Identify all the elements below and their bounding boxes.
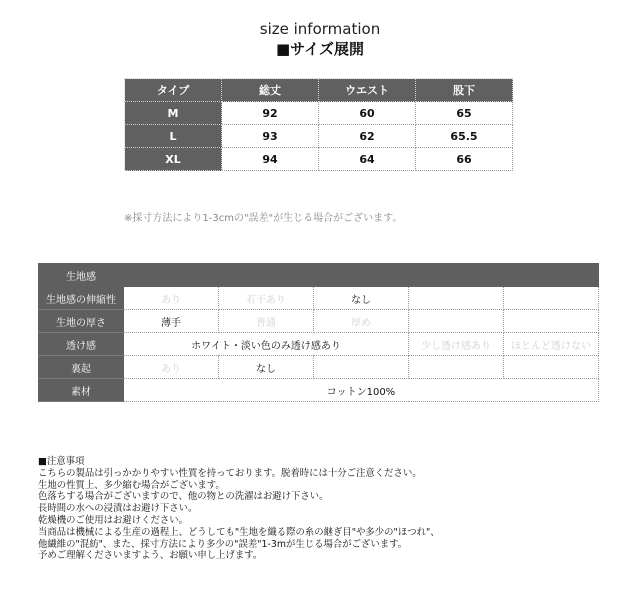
sheer-option-barely: ほとんど透けない [504,333,599,356]
cell-inseam: 66 [416,148,513,171]
title-japanese: ■サイズ展開 [276,40,364,58]
cell-waist: 60 [319,102,416,125]
cell-length: 93 [222,125,319,148]
thickness-label: 生地の厚さ [39,310,124,333]
caution-line: 生地の性質上、多少縮む場合がございます。 [38,479,225,491]
empty-cell [504,356,599,379]
lining-row [39,356,599,379]
caution-line: 予めご理解くださいますよう、お願い申し上げます。 [38,550,263,562]
stretch-option-none: なし [314,287,409,310]
size-table [124,78,513,171]
cell-length: 94 [222,148,319,171]
caution-line: 当商品は機械による生産の過程上、どうしても"生地を織る際の糸の継ぎ目"や多少の"ほつれ"、 [38,526,440,538]
cell-length: 92 [222,102,319,125]
header-inseam: 股下 [416,79,513,102]
fabric-header-fill [124,264,599,287]
header-length: 総丈 [222,79,319,102]
cell-inseam: 65.5 [416,125,513,148]
stretch-row [39,287,599,310]
header-type: タイプ [125,79,222,102]
sheer-row [39,333,599,356]
caution-line: 他繊維の"混紡"、また、採寸方法により多少の"誤差"1-3mが生じる場合がございます。 [38,538,408,550]
empty-cell [504,310,599,333]
stretch-label: 生地感の伸縮性 [39,287,124,310]
header-waist: ウエスト [319,79,416,102]
cell-waist: 64 [319,148,416,171]
empty-cell [409,310,504,333]
size-label: M [125,102,222,125]
size-row-l [125,125,513,148]
lining-label: 裏起 [39,356,124,379]
cell-inseam: 65 [416,102,513,125]
size-row-xl [125,148,513,171]
sheer-label: 透け感 [39,333,124,356]
sheer-option-selected: ホワイト・淡い色のみ透け感あり [124,333,409,356]
fabric-table [38,263,599,402]
material-value: コットン100% [124,379,599,402]
size-table-header [125,79,513,102]
size-row-m [125,102,513,125]
thickness-row [39,310,599,333]
caution-line: 色落ちする場合がございますので、他の物との洗濯はお避け下さい。 [38,491,329,503]
lining-option-yes: あり [124,356,219,379]
stretch-option-yes: あり [124,287,219,310]
material-label: 素材 [39,379,124,402]
empty-cell [314,356,409,379]
thickness-option-normal: 普通 [219,310,314,333]
empty-cell [409,356,504,379]
fabric-header-row [39,264,599,287]
material-row [39,379,599,402]
caution-line: 乾燥機のご使用はお避けください。 [38,514,189,526]
empty-cell [504,287,599,310]
thickness-option-thin: 薄手 [124,310,219,333]
empty-cell [409,287,504,310]
size-label: L [125,125,222,148]
fabric-header-label: 生地感 [39,264,124,287]
thickness-option-thick: 厚め [314,310,409,333]
lining-option-no: なし [219,356,314,379]
size-measurement-note: ※採寸方法により1-3cmの"誤差"が生じる場合がございます。 [124,213,403,224]
stretch-option-slight: 若干あり [219,287,314,310]
caution-line: こちらの製品は引っかかりやすい性質を持っております。脱着時には十分ご注意ください。 [38,467,422,479]
sheer-option-slight: 少し透け感あり [409,333,504,356]
caution-heading: ■注意事項 [38,456,85,467]
title-english: size information [259,20,381,38]
caution-line: 長時間の水への浸漬はお避け下さい。 [38,503,198,515]
size-label: XL [125,148,222,171]
caution-notes [38,456,440,562]
cell-waist: 62 [319,125,416,148]
